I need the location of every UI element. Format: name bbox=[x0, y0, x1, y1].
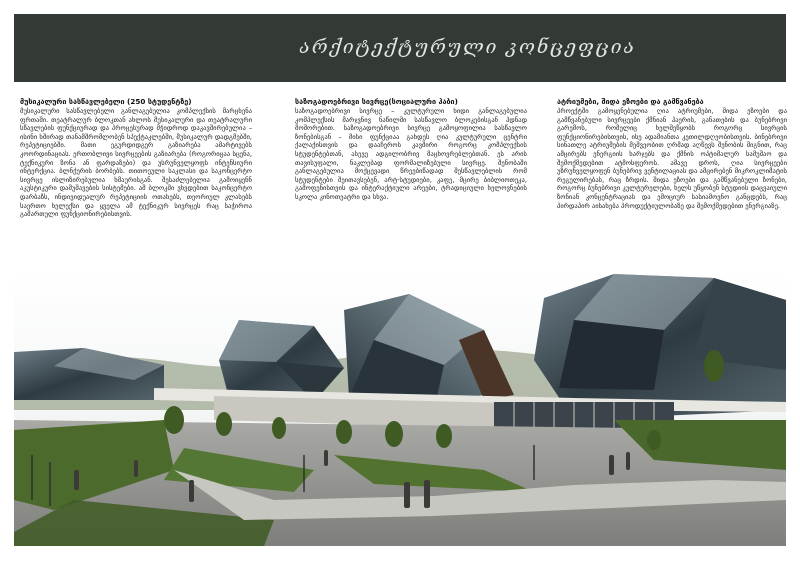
column-body: მუსიკალური სასწავლებელი განლაგებულია კომპლექსის მარცხენა ფრთაში. თეატრალურ ბლოკთან ახლოს მუსიკალური და თეატრალური სწავლების ფუნქციურად და პროცესურად მჭიდროდ დაკავშირებულია – ისინი ხშირად თანამშრომლობენ სპექტაკლებში, მუსიკალურ დადგმებში, რეპეტიციებში. მათი ეგურდიდგერ გაზიარება ამარტივებს კოორდინაციას. ერთობლივი სივრცეების გაზიარება (როგორიცაა სცენა, ტექნიკური ზონა ან ფარდაზები) და უსრუნველყოფს ინტენსიური ინტერქცია. ბლნქერის ბორბებს. თითოეული საკლასი და საკონცერტო სივრცე ისლიზირებულია ხმაურისგან. შესაძლებელია გამოიყენნ აკუსტიკური დამუშავების სისტემები. ამ ბლოკში ვხვდებით საკონცერტო დარბაზს, ინდივიდუალურ რეპეტიციის ოთახებს, თეორიულ კლასებს საერთო ხელექსი და ყველა ამ ტექნიკურ სივრცეს რაც საჭიროა გამართული ფუნქციონირებისთვის. bbox=[20, 107, 252, 219]
column-heading: ატრიუმები, შიდა ეზოები და გამწვანება bbox=[557, 97, 704, 106]
column-heading: საზოგადოებრივი სივრცე(სოციალური ჰაბი) bbox=[295, 97, 458, 106]
column-body: პროექტში გამოყენებულია ღია ატრიუმები, შიდა ეზოები და გამწვანებული სივრცეები ქმნიან ჰაერის, განათების და ბუნებრივი გარემოს, რომელიც ხელშეწყობს როგორც სივრცის ფუნქციონირებისთვის, ისე ადამიანთა კეთილდღეობისთვის. ბინებრივი სინათლე ატრიუმების მეშვეობით ღრმად აღწევს შენობის შიგნით, რაც ამცირებს ენერგიის ხარჯებს და ქმნის ოპტიმალურ სამუშაო და შემოქმედებით ატმოსფეროს. ამავე დროს, ღია სივრცეები უზრუნველყოფენ ბუნებრივ ვენტილაციას და ამცირებენ მიკროკლიმატის რეგულირებას, რაც ზრდის. შიდა ეზოები და გამწვანებული ზონები, როგორც ბუნებრივი კულტურელები, ხელს უწყობენ სტუდიის დაცვაიული ზონიან კონცენტრაციას და ემოციურ სასიამოვნო განცდებს, რაც პირდაპირ აისახება პროდუქტიულობაზე და შემოქმედებით ენერგიაზე. bbox=[557, 107, 787, 210]
column-social-hub bbox=[295, 97, 527, 202]
header-band bbox=[14, 14, 786, 82]
column-music-school bbox=[20, 97, 252, 219]
column-body: საზოგადოებრივი სივრცე – კულტურული ხიდი განლაგებულია კომპლექსის მარჯვნივ ნაწილში სასწავლო ბლოკებისგან ჰდნად მოშორებით. საზოგადოებრივი სივრცე გამოყოფილია სასწავლო ზონებისგან – მისი ფუნქციაა გახდეს ღია კულტურული ცენტრი ქალაქისთვის და დააჩეროს კავშირი როგორც კომპლექსის სტუდენტებთან, ასევე ადგილობრივ მაცხოვრებლებთან. ეს არის თავისუფალი, ნაკლებად ფორმალიზებული სივრცე. შენობაში განლაგებულია მოქცევადი წრეებიწადად შესწავლებლის რომ სტუდენტები შეითავსებენ, არტ-სტუდიები, კაფე, მცირე ბიბლიოთეკა, გამოფენისთვის და ინტერაქტიული არეები, ტრადიციული ხელოვნების სკოლა კინოთეატრი და სხვა. bbox=[295, 107, 527, 201]
page-title: არქიტექტურული კონცეფცია bbox=[299, 36, 636, 58]
column-atriums bbox=[557, 97, 787, 210]
column-heading: მუსიკალური სასწავლებელი (250 სტუდენტზე) bbox=[20, 97, 192, 106]
architecture-render-icon bbox=[14, 270, 786, 546]
architecture-render-image bbox=[14, 270, 786, 546]
